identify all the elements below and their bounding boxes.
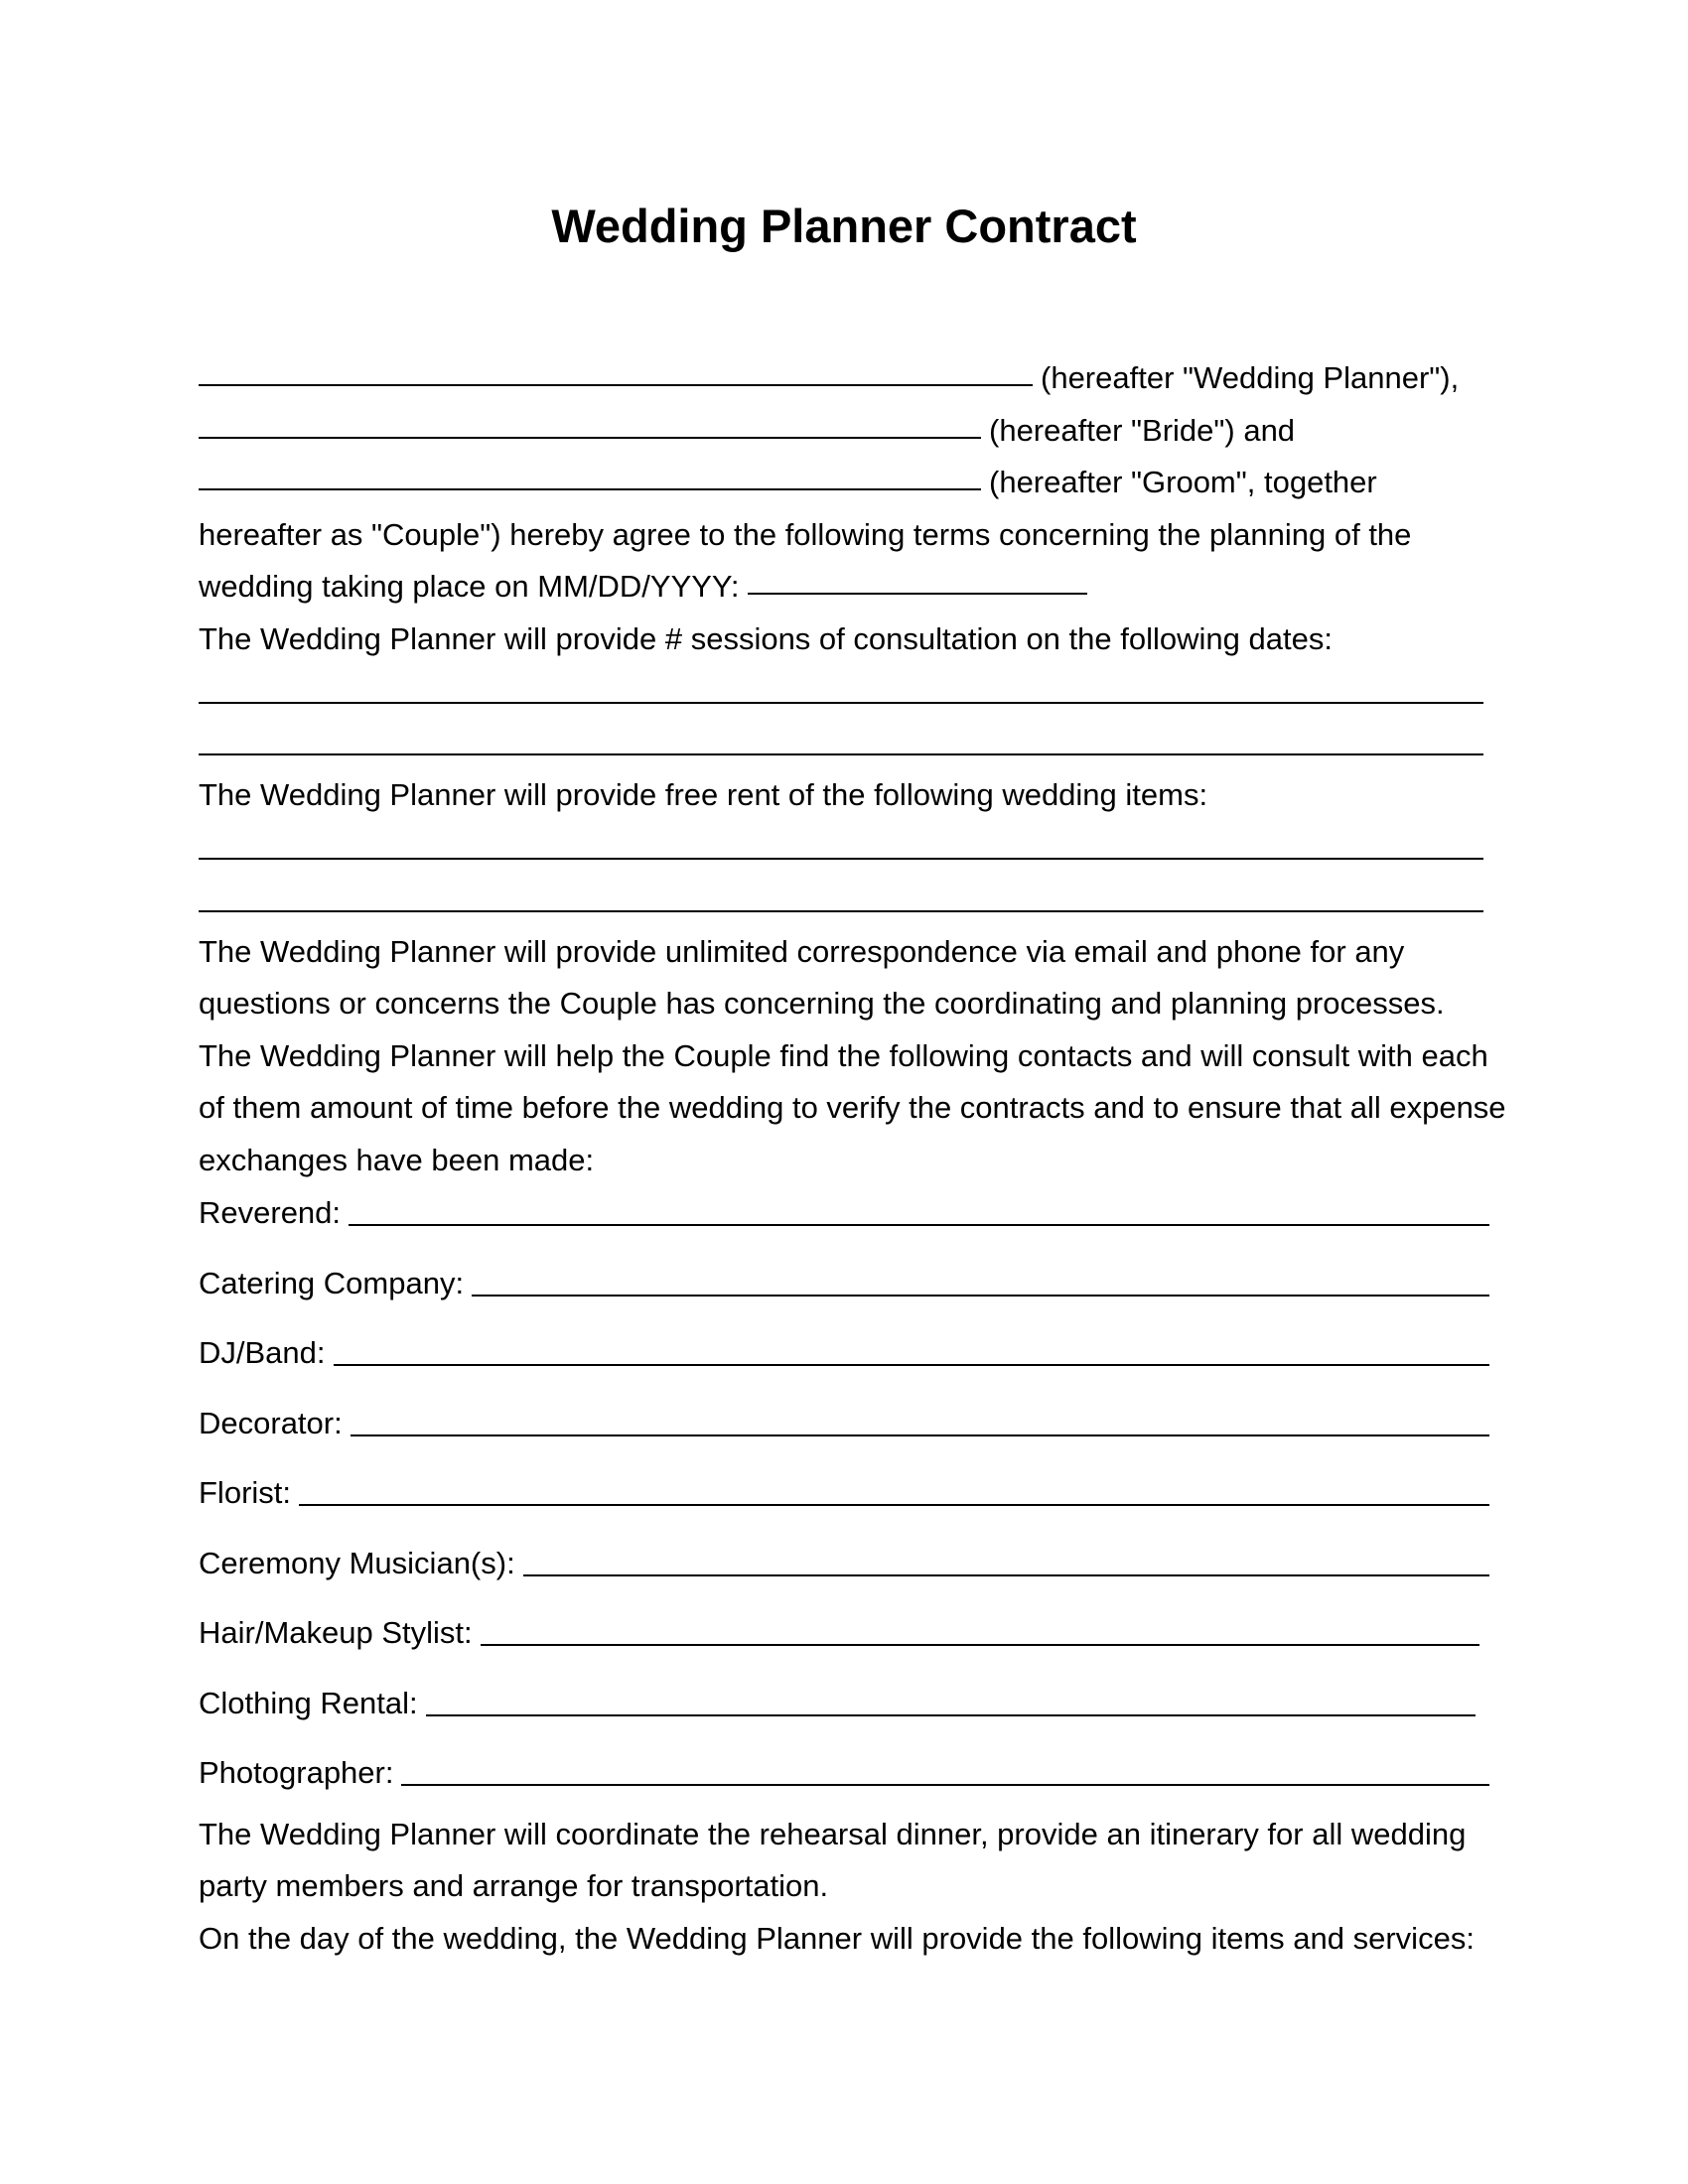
planner-suffix: (hereafter "Wedding Planner"), (1041, 360, 1460, 395)
groom-name-blank[interactable] (199, 488, 981, 490)
contacts-line-1: The Wedding Planner will help the Couple find the following contacts and will consult with each (199, 1037, 1488, 1073)
contract-body (199, 352, 1506, 1965)
reverend-blank[interactable] (349, 1224, 1489, 1226)
contact-decorator (199, 1389, 1489, 1459)
contact-label: Clothing Rental: (199, 1685, 418, 1720)
florist-blank[interactable] (299, 1504, 1489, 1506)
rehearsal-line-2: party members and arrange for transportation. (199, 1868, 829, 1903)
contact-label: Decorator: (199, 1405, 343, 1440)
hair-makeup-blank[interactable] (481, 1644, 1479, 1646)
contacts-line-2: of them amount of time before the wedding to verify the contracts and to ensure that all expense (199, 1090, 1506, 1125)
contact-label: Reverend: (199, 1195, 342, 1230)
contact-hair-makeup (199, 1598, 1489, 1669)
contact-photographer (199, 1738, 1489, 1809)
contact-dj-band (199, 1318, 1489, 1389)
bride-party-line (199, 405, 1489, 458)
contact-label: Ceremony Musician(s): (199, 1545, 515, 1580)
wedding-date-line (199, 561, 1489, 614)
ceremony-musicians-blank[interactable] (523, 1574, 1489, 1576)
catering-blank[interactable] (472, 1295, 1489, 1297)
planner-party-line (199, 352, 1489, 405)
day-of-text: On the day of the wedding, the Wedding Planner will provide the following items and services: (199, 1920, 1475, 1956)
contact-label: Photographer: (199, 1755, 394, 1790)
correspondence-line-2: questions or concerns the Couple has concerning the coordinating and planning processes. (199, 986, 1445, 1021)
intro-line-1: hereafter as "Couple") hereby agree to the following terms concerning the planning of the (199, 516, 1412, 552)
contact-label: DJ/Band: (199, 1335, 326, 1370)
contact-label: Hair/Makeup Stylist: (199, 1615, 473, 1650)
bride-name-blank[interactable] (199, 437, 981, 439)
rent-text: The Wedding Planner will provide free rent of the following wedding items: (199, 777, 1208, 812)
contact-label: Catering Company: (199, 1265, 465, 1300)
contact-catering (199, 1249, 1489, 1319)
contact-label: Florist: (199, 1475, 291, 1510)
contacts-line-3: exchanges have been made: (199, 1142, 595, 1177)
wedding-date-label: wedding taking place on MM/DD/YYYY: (199, 569, 740, 604)
document-title: Wedding Planner Contract (551, 200, 1137, 252)
dj-band-blank[interactable] (334, 1364, 1489, 1366)
consultation-dates-blank-2[interactable] (199, 718, 1489, 770)
consultation-dates-blank-1[interactable] (199, 665, 1489, 718)
rehearsal-line-1: The Wedding Planner will coordinate the rehearsal dinner, provide an itinerary for all wedding (199, 1816, 1467, 1851)
contact-clothing-rental (199, 1669, 1489, 1739)
contact-ceremony-musicians (199, 1529, 1489, 1599)
consultation-text: The Wedding Planner will provide # sessions of consultation on the following dates: (199, 620, 1333, 656)
photographer-blank[interactable] (401, 1784, 1489, 1786)
contacts-list (199, 1178, 1489, 1809)
rent-items-blank-2[interactable] (199, 874, 1489, 926)
wedding-date-blank[interactable] (748, 593, 1087, 595)
contact-reverend (199, 1178, 1489, 1249)
planner-name-blank[interactable] (199, 384, 1033, 386)
correspondence-line-1: The Wedding Planner will provide unlimited correspondence via email and phone for any (199, 933, 1405, 969)
contact-florist (199, 1458, 1489, 1529)
decorator-blank[interactable] (351, 1434, 1489, 1436)
groom-party-line (199, 457, 1489, 509)
rent-items-blank-1[interactable] (199, 822, 1489, 875)
bride-suffix: (hereafter "Bride") and (989, 412, 1296, 448)
clothing-rental-blank[interactable] (426, 1714, 1476, 1716)
groom-suffix: (hereafter "Groom", together (989, 465, 1377, 499)
